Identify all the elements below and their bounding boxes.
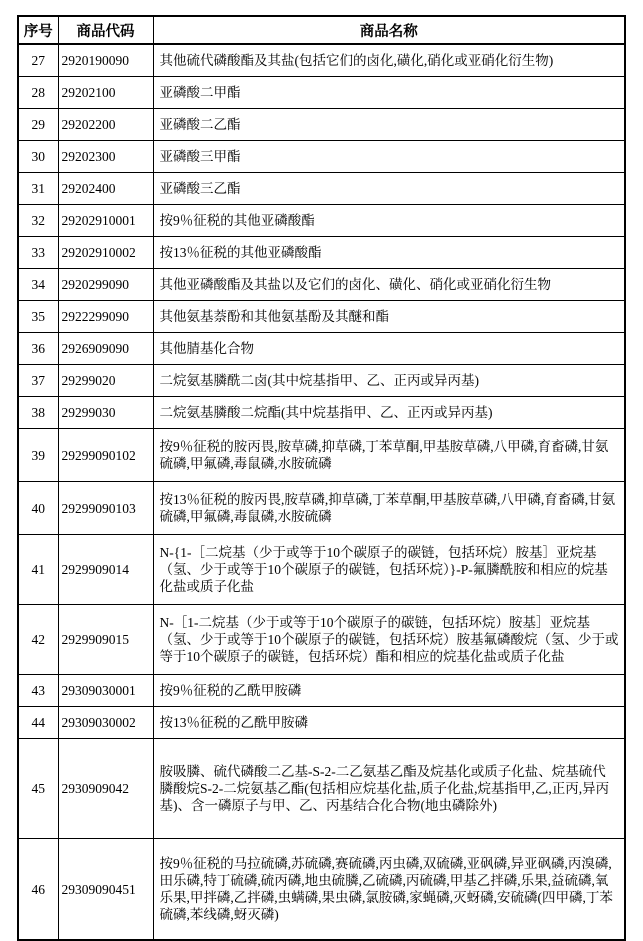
cell-commodity-name: 按13％征税的其他亚磷酸酯 (153, 237, 625, 269)
cell-commodity-name: 按9％征税的其他亚磷酸酯 (153, 205, 625, 237)
cell-serial-number: 32 (18, 205, 58, 237)
table-row (18, 44, 625, 77)
cell-serial-number: 34 (18, 269, 58, 301)
cell-serial-number: 44 (18, 707, 58, 739)
cell-commodity-name: 其他腈基化合物 (153, 333, 625, 365)
cell-commodity-code: 2929909015 (58, 605, 153, 675)
table-row (18, 141, 625, 173)
cell-commodity-name: 按13％征税的胺丙畏,胺草磷,抑草磷,丁苯草酮,甲基胺草磷,八甲磷,育畜磷,甘氨硫磷,甲氟磷,毒鼠磷,水胺硫磷 (153, 482, 625, 535)
cell-commodity-code: 29309030002 (58, 707, 153, 739)
cell-commodity-code: 2929909014 (58, 535, 153, 605)
cell-commodity-name: 按9％征税的乙酰甲胺磷 (153, 675, 625, 707)
cell-commodity-code: 2926909090 (58, 333, 153, 365)
table-row (18, 237, 625, 269)
cell-commodity-code: 2920190090 (58, 44, 153, 77)
cell-commodity-code: 29299090102 (58, 429, 153, 482)
table-row (18, 482, 625, 535)
cell-serial-number: 42 (18, 605, 58, 675)
cell-commodity-name: 亚磷酸二甲酯 (153, 77, 625, 109)
cell-commodity-name: 其他氨基萘酚和其他氨基酚及其醚和酯 (153, 301, 625, 333)
cell-commodity-code: 2920299090 (58, 269, 153, 301)
cell-serial-number: 46 (18, 839, 58, 941)
table-row (18, 839, 625, 941)
cell-serial-number: 45 (18, 739, 58, 839)
cell-commodity-code: 29299030 (58, 397, 153, 429)
cell-serial-number: 29 (18, 109, 58, 141)
cell-commodity-name: N-［1-二烷基（少于或等于10个碳原子的碳链，包括环烷）胺基］亚烷基（氢、少于或等于10个碳原子的碳链，包括环烷）胺基氟磷酸烷（氢、少于或等于10个碳原子的碳链，包括环烷）酯和相应的烷基化盐或质子化盐 (153, 605, 625, 675)
table-row (18, 77, 625, 109)
table-row (18, 269, 625, 301)
header-commodity-name: 商品名称 (153, 16, 625, 44)
cell-commodity-code: 29202400 (58, 173, 153, 205)
header-commodity-code: 商品代码 (58, 16, 153, 44)
cell-commodity-name: 其他硫代磷酸酯及其盐(包括它们的卤化,磺化,硝化或亚硝化衍生物) (153, 44, 625, 77)
cell-commodity-code: 2922299090 (58, 301, 153, 333)
header-row (18, 16, 625, 44)
table-row (18, 333, 625, 365)
cell-commodity-code: 29299090103 (58, 482, 153, 535)
cell-serial-number: 39 (18, 429, 58, 482)
table-row (18, 605, 625, 675)
cell-serial-number: 31 (18, 173, 58, 205)
cell-commodity-name: 其他亚磷酸酯及其盐以及它们的卤化、磺化、硝化或亚硝化衍生物 (153, 269, 625, 301)
table-row (18, 675, 625, 707)
table-row (18, 205, 625, 237)
cell-commodity-name: 按9％征税的马拉硫磷,苏硫磷,赛硫磷,丙虫磷,双硫磷,亚砜磷,异亚砜磷,丙溴磷,田乐磷,特丁硫磷,硫丙磷,地虫硫膦,乙硫磷,丙硫磷,甲基乙拌磷,乐果,益硫磷,氧乐果,甲拌磷,乙拌磷,虫螨磷,果虫磷,氯胺磷,家蝇磷,灭蚜磷,安硫磷(四甲磷,丁苯硫磷,苯线磷,蚜灭磷) (153, 839, 625, 941)
cell-serial-number: 27 (18, 44, 58, 77)
cell-commodity-name: 按9％征税的胺丙畏,胺草磷,抑草磷,丁苯草酮,甲基胺草磷,八甲磷,育畜磷,甘氨硫磷,甲氟磷,毒鼠磷,水胺硫磷 (153, 429, 625, 482)
cell-serial-number: 30 (18, 141, 58, 173)
cell-commodity-name: 二烷氨基膦酸二烷酯(其中烷基指甲、乙、正丙或异丙基) (153, 397, 625, 429)
cell-commodity-name: 亚磷酸二乙酯 (153, 109, 625, 141)
cell-commodity-code: 29202100 (58, 77, 153, 109)
cell-serial-number: 41 (18, 535, 58, 605)
cell-serial-number: 38 (18, 397, 58, 429)
cell-serial-number: 40 (18, 482, 58, 535)
cell-commodity-code: 29202300 (58, 141, 153, 173)
table-row (18, 397, 625, 429)
cell-commodity-code: 29202910001 (58, 205, 153, 237)
commodity-table (17, 15, 626, 941)
cell-commodity-name: 亚磷酸三甲酯 (153, 141, 625, 173)
table-row (18, 429, 625, 482)
header-serial-number: 序号 (18, 16, 58, 44)
cell-commodity-name: 按13％征税的乙酰甲胺磷 (153, 707, 625, 739)
table-row (18, 535, 625, 605)
table-row (18, 109, 625, 141)
table-row (18, 739, 625, 839)
cell-commodity-code: 29309030001 (58, 675, 153, 707)
table-row (18, 301, 625, 333)
cell-commodity-code: 2930909042 (58, 739, 153, 839)
cell-serial-number: 36 (18, 333, 58, 365)
table-row (18, 173, 625, 205)
cell-commodity-name: 胺吸膦、硫代磷酸二乙基-S-2-二乙氨基乙酯及烷基化或质子化盐、烷基硫代膦酸烷S-2-二烷氨基乙酯(包括相应烷基化盐,质子化盐,烷基指甲,乙,正丙,异丙基)、含一磷原子与甲、乙、丙基结合化合物(地虫磷除外) (153, 739, 625, 839)
cell-serial-number: 37 (18, 365, 58, 397)
cell-commodity-name: 二烷氨基膦酰二卤(其中烷基指甲、乙、正丙或异丙基) (153, 365, 625, 397)
cell-commodity-code: 29202200 (58, 109, 153, 141)
table-row (18, 365, 625, 397)
cell-serial-number: 28 (18, 77, 58, 109)
cell-commodity-code: 29299020 (58, 365, 153, 397)
table-body (18, 44, 625, 940)
table-row (18, 707, 625, 739)
cell-serial-number: 43 (18, 675, 58, 707)
cell-commodity-code: 29202910002 (58, 237, 153, 269)
cell-commodity-name: N-{1-［二烷基（少于或等于10个碳原子的碳链，包括环烷）胺基］亚烷基（氢、少于或等于10个碳原子的碳链，包括环烷）}-P-氟膦酰胺和相应的烷基化盐或质子化盐 (153, 535, 625, 605)
commodity-table-container (17, 15, 626, 941)
cell-commodity-name: 亚磷酸三乙酯 (153, 173, 625, 205)
cell-serial-number: 35 (18, 301, 58, 333)
cell-serial-number: 33 (18, 237, 58, 269)
cell-commodity-code: 29309090451 (58, 839, 153, 941)
